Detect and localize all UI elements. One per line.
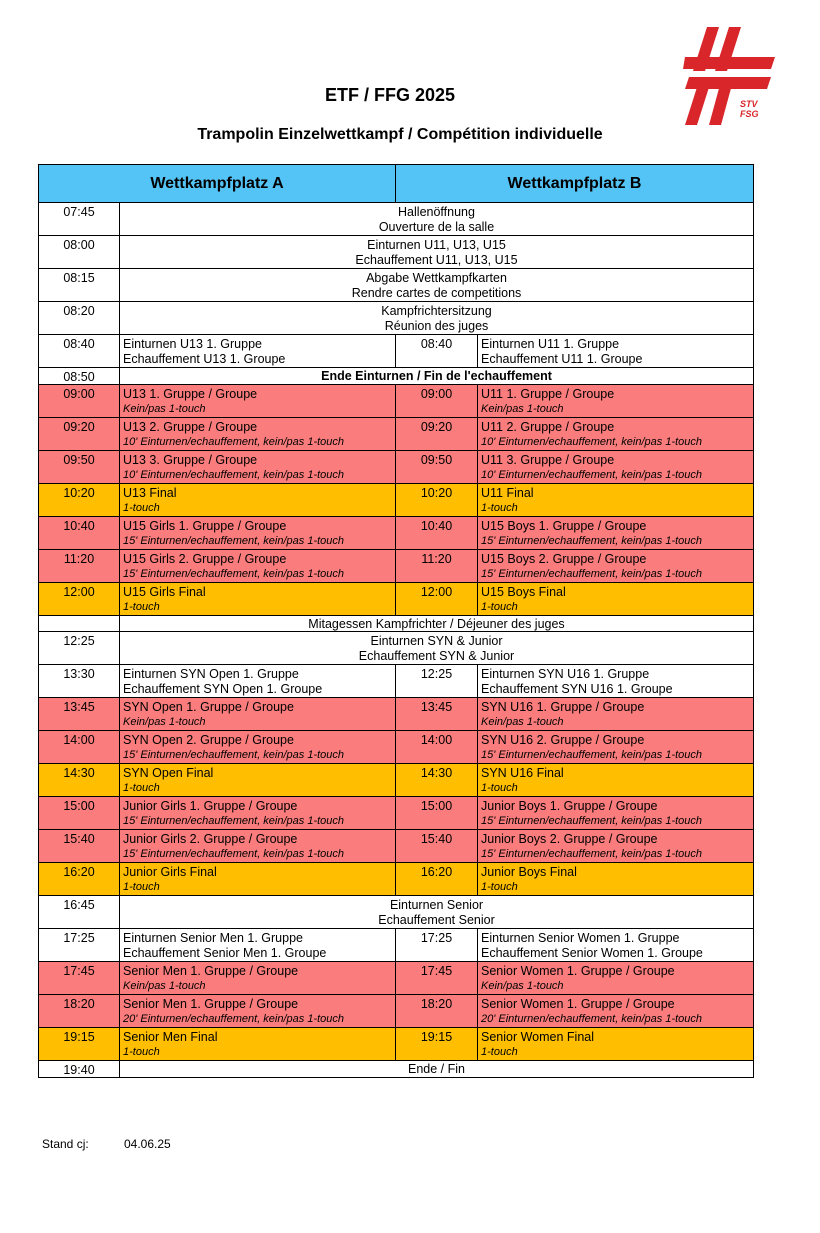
event-note-a: 1-touch bbox=[123, 502, 160, 514]
event-title-b: Junior Boys Final bbox=[481, 865, 577, 879]
schedule-table bbox=[38, 164, 754, 1078]
event-title-b: SYN U16 1. Gruppe / Groupe bbox=[481, 700, 645, 714]
event-title-b: Einturnen U11 1. Gruppe bbox=[481, 337, 620, 351]
event-title-b: Einturnen SYN U16 1. Gruppe bbox=[481, 667, 650, 681]
event-cell-b bbox=[478, 962, 754, 995]
schedule-row bbox=[39, 1028, 754, 1061]
schedule-row bbox=[39, 302, 754, 335]
event-note-a: 15' Einturnen/echauffement, kein/pas 1-touch bbox=[123, 568, 345, 580]
event-note-a: 10' Einturnen/echauffement, kein/pas 1-touch bbox=[123, 469, 345, 481]
event-note-a: 10' Einturnen/echauffement, kein/pas 1-touch bbox=[123, 436, 345, 448]
event-title-b: Senior Women 1. Gruppe / Groupe bbox=[481, 997, 675, 1011]
time-cell-a: 13:45 bbox=[39, 698, 120, 731]
schedule-row bbox=[39, 550, 754, 583]
event-title-a: Einturnen U13 1. Gruppe bbox=[123, 337, 262, 351]
event-subtitle: Echauffement U11, U13, U15 bbox=[355, 253, 518, 267]
event-title-a: Senior Men 1. Gruppe / Groupe bbox=[123, 964, 299, 978]
event-note-a: 1-touch bbox=[123, 782, 160, 794]
event-subtitle: Echauffement Senior bbox=[378, 913, 495, 927]
event-cell-b bbox=[478, 797, 754, 830]
schedule-row bbox=[39, 830, 754, 863]
page-title: ETF / FFG 2025 bbox=[324, 85, 456, 105]
event-cell-a bbox=[120, 550, 396, 583]
event-cell-a bbox=[120, 731, 396, 764]
event-cell-b bbox=[478, 665, 754, 698]
time-cell-b: 17:25 bbox=[396, 929, 478, 962]
time-cell-b: 09:20 bbox=[396, 418, 478, 451]
event-cell-b bbox=[478, 1028, 754, 1061]
schedule-row bbox=[39, 863, 754, 896]
event-cell-a bbox=[120, 385, 396, 418]
time-cell bbox=[39, 616, 120, 632]
event-cell-a bbox=[120, 698, 396, 731]
event-cell-full bbox=[120, 236, 754, 269]
event-cell-a bbox=[120, 665, 396, 698]
event-title-a: U13 Final bbox=[123, 486, 177, 500]
event-cell-full: Ende Einturnen / Fin de l'echauffement bbox=[120, 368, 754, 385]
stand-label: Stand cj: bbox=[42, 1137, 89, 1151]
event-note-b: 1-touch bbox=[481, 782, 518, 794]
event-cell-a bbox=[120, 962, 396, 995]
event-title-a: U15 Girls Final bbox=[123, 585, 206, 599]
schedule-row bbox=[39, 896, 754, 929]
time-cell-b: 12:00 bbox=[396, 583, 478, 616]
schedule-row bbox=[39, 616, 754, 632]
event-cell-b bbox=[478, 517, 754, 550]
event-note-b: 15' Einturnen/echauffement, kein/pas 1-touch bbox=[481, 535, 703, 547]
event-title: Einturnen Senior bbox=[389, 898, 484, 912]
time-cell-b: 13:45 bbox=[396, 698, 478, 731]
event-title: Einturnen SYN & Junior bbox=[370, 634, 503, 648]
time-cell-a: 12:00 bbox=[39, 583, 120, 616]
event-cell-full bbox=[120, 269, 754, 302]
schedule-row bbox=[39, 203, 754, 236]
schedule-row bbox=[39, 632, 754, 665]
event-note-a: Kein/pas 1-touch bbox=[123, 716, 206, 728]
schedule-row bbox=[39, 962, 754, 995]
event-title-b: Einturnen Senior Women 1. Gruppe bbox=[481, 931, 680, 945]
time-cell-b: 09:50 bbox=[396, 451, 478, 484]
event-cell-b bbox=[478, 335, 754, 368]
event-note-b: 15' Einturnen/echauffement, kein/pas 1-touch bbox=[481, 848, 703, 860]
time-cell-a: 15:40 bbox=[39, 830, 120, 863]
event-note-a: 15' Einturnen/echauffement, kein/pas 1-touch bbox=[123, 535, 345, 547]
event-cell-b bbox=[478, 385, 754, 418]
schedule-row bbox=[39, 517, 754, 550]
event-subtitle-b: Echauffement U11 1. Groupe bbox=[481, 352, 643, 366]
time-cell-a: 15:00 bbox=[39, 797, 120, 830]
time-cell-a: 09:50 bbox=[39, 451, 120, 484]
event-cell-a bbox=[120, 929, 396, 962]
event-title-a: Einturnen Senior Men 1. Gruppe bbox=[123, 931, 303, 945]
time-cell: 07:45 bbox=[39, 203, 120, 236]
event-title-a: Einturnen SYN Open 1. Gruppe bbox=[123, 667, 299, 681]
schedule-row bbox=[39, 484, 754, 517]
event-subtitle-a: Echauffement SYN Open 1. Groupe bbox=[123, 682, 323, 696]
time-cell-a: 17:45 bbox=[39, 962, 120, 995]
event-cell-full bbox=[120, 302, 754, 335]
schedule-row bbox=[39, 1061, 754, 1078]
event-note-a: Kein/pas 1-touch bbox=[123, 403, 206, 415]
time-cell-b: 15:00 bbox=[396, 797, 478, 830]
time-cell-a: 11:20 bbox=[39, 550, 120, 583]
event-title-a: Junior Girls Final bbox=[123, 865, 217, 879]
schedule-row bbox=[39, 665, 754, 698]
event-title-a: U15 Girls 2. Gruppe / Groupe bbox=[123, 552, 287, 566]
schedule-row bbox=[39, 451, 754, 484]
event-note-b: 15' Einturnen/echauffement, kein/pas 1-touch bbox=[481, 568, 703, 580]
event-note-b: 1-touch bbox=[481, 1046, 518, 1058]
time-cell-b: 18:20 bbox=[396, 995, 478, 1028]
event-note-b: 20' Einturnen/echauffement, kein/pas 1-touch bbox=[481, 1013, 703, 1025]
schedule-row bbox=[39, 385, 754, 418]
event-title-b: SYN U16 Final bbox=[481, 766, 564, 780]
schedule-row bbox=[39, 929, 754, 962]
schedule-row bbox=[39, 269, 754, 302]
schedule-row bbox=[39, 236, 754, 269]
event-cell-a bbox=[120, 451, 396, 484]
event-title-b: Senior Women 1. Gruppe / Groupe bbox=[481, 964, 675, 978]
event-note-b: Kein/pas 1-touch bbox=[481, 403, 564, 415]
event-note-a: 1-touch bbox=[123, 601, 160, 613]
event-cell-a bbox=[120, 830, 396, 863]
event-title-a: U13 2. Gruppe / Groupe bbox=[123, 420, 258, 434]
event-subtitle-b: Echauffement SYN U16 1. Groupe bbox=[481, 682, 673, 696]
event-subtitle: Ouverture de la salle bbox=[378, 220, 495, 234]
event-cell-a bbox=[120, 1028, 396, 1061]
schedule-row bbox=[39, 698, 754, 731]
page-subtitle: Trampolin Einzelwettkampf / Compétition individuelle bbox=[197, 126, 603, 143]
event-title-b: SYN U16 2. Gruppe / Groupe bbox=[481, 733, 645, 747]
event-cell-a bbox=[120, 995, 396, 1028]
stand-date: 04.06.25 bbox=[124, 1137, 171, 1151]
event-note-a: 1-touch bbox=[123, 1046, 160, 1058]
event-subtitle: Rendre cartes de competitions bbox=[351, 286, 522, 300]
time-cell-a: 18:20 bbox=[39, 995, 120, 1028]
time-cell-a: 08:40 bbox=[39, 335, 120, 368]
event-note-b: 1-touch bbox=[481, 881, 518, 893]
event-title-b: Senior Women Final bbox=[481, 1030, 595, 1044]
event-cell-a bbox=[120, 517, 396, 550]
event-cell-b bbox=[478, 731, 754, 764]
event-cell-a bbox=[120, 764, 396, 797]
event-note-b: 15' Einturnen/echauffement, kein/pas 1-touch bbox=[481, 815, 703, 827]
time-cell-a: 09:20 bbox=[39, 418, 120, 451]
time-cell-b: 12:25 bbox=[396, 665, 478, 698]
time-cell-b: 08:40 bbox=[396, 335, 478, 368]
event-title-b: U15 Boys 1. Gruppe / Groupe bbox=[481, 519, 647, 533]
event-note-a: Kein/pas 1-touch bbox=[123, 980, 206, 992]
event-note-a: 15' Einturnen/echauffement, kein/pas 1-touch bbox=[123, 815, 345, 827]
logo-text-stv: STV bbox=[740, 99, 758, 109]
time-cell-a: 10:40 bbox=[39, 517, 120, 550]
schedule-row bbox=[39, 764, 754, 797]
time-cell: 08:50 bbox=[39, 368, 120, 385]
schedule-row bbox=[39, 583, 754, 616]
event-cell-b bbox=[478, 583, 754, 616]
time-cell-b: 14:30 bbox=[396, 764, 478, 797]
time-cell-a: 19:15 bbox=[39, 1028, 120, 1061]
event-subtitle-a: Echauffement Senior Men 1. Groupe bbox=[123, 946, 327, 960]
event-note-b: 15' Einturnen/echauffement, kein/pas 1-touch bbox=[481, 749, 703, 761]
time-cell-a: 14:00 bbox=[39, 731, 120, 764]
time-cell: 08:20 bbox=[39, 302, 120, 335]
column-header-a: Wettkampfplatz A bbox=[39, 165, 396, 203]
time-cell-b: 14:00 bbox=[396, 731, 478, 764]
event-cell-b bbox=[478, 929, 754, 962]
schedule-row bbox=[39, 995, 754, 1028]
time-cell: 19:40 bbox=[39, 1061, 120, 1078]
logo-text-fsg: FSG bbox=[740, 109, 759, 119]
event-cell-full: Mitagessen Kampfrichter / Déjeuner des juges bbox=[120, 616, 754, 632]
event-note-b: Kein/pas 1-touch bbox=[481, 716, 564, 728]
event-title-b: Junior Boys 1. Gruppe / Groupe bbox=[481, 799, 658, 813]
time-cell-b: 19:15 bbox=[396, 1028, 478, 1061]
event-title-b: U11 3. Gruppe / Groupe bbox=[481, 453, 615, 467]
stv-fsg-logo-icon bbox=[683, 25, 775, 129]
event-cell-b bbox=[478, 995, 754, 1028]
event-title-a: U13 1. Gruppe / Groupe bbox=[123, 387, 258, 401]
logo-text bbox=[740, 99, 759, 119]
event-title-b: Junior Boys 2. Gruppe / Groupe bbox=[481, 832, 658, 846]
event-cell-full bbox=[120, 896, 754, 929]
event-title: Abgabe Wettkampfkarten bbox=[366, 271, 507, 285]
event-cell-b bbox=[478, 863, 754, 896]
event-cell-b bbox=[478, 484, 754, 517]
event-cell-full bbox=[120, 203, 754, 236]
event-cell-b bbox=[478, 451, 754, 484]
time-cell-b: 16:20 bbox=[396, 863, 478, 896]
event-cell-b bbox=[478, 830, 754, 863]
time-cell-b: 10:20 bbox=[396, 484, 478, 517]
event-cell-full bbox=[120, 632, 754, 665]
event-cell-a bbox=[120, 797, 396, 830]
time-cell: 16:45 bbox=[39, 896, 120, 929]
schedule-row bbox=[39, 335, 754, 368]
event-subtitle: Réunion des juges bbox=[384, 319, 489, 333]
schedule-row bbox=[39, 797, 754, 830]
event-note-b: Kein/pas 1-touch bbox=[481, 980, 564, 992]
event-cell-b bbox=[478, 764, 754, 797]
schedule-row bbox=[39, 368, 754, 385]
time-cell-b: 10:40 bbox=[396, 517, 478, 550]
event-note-a: 15' Einturnen/echauffement, kein/pas 1-touch bbox=[123, 749, 345, 761]
time-cell-b: 09:00 bbox=[396, 385, 478, 418]
event-title: Kampfrichtersitzung bbox=[381, 304, 492, 318]
event-title-b: U15 Boys Final bbox=[481, 585, 566, 599]
event-cell-b bbox=[478, 698, 754, 731]
event-cell-a bbox=[120, 484, 396, 517]
event-subtitle-a: Echauffement U13 1. Groupe bbox=[123, 352, 286, 366]
event-cell-a bbox=[120, 418, 396, 451]
time-cell-a: 14:30 bbox=[39, 764, 120, 797]
event-title-a: Junior Girls 2. Gruppe / Groupe bbox=[123, 832, 298, 846]
event-title-a: SYN Open 1. Gruppe / Groupe bbox=[123, 700, 294, 714]
event-title-a: Junior Girls 1. Gruppe / Groupe bbox=[123, 799, 298, 813]
event-title-b: U11 1. Gruppe / Groupe bbox=[481, 387, 615, 401]
event-note-a: 1-touch bbox=[123, 881, 160, 893]
event-cell-a bbox=[120, 583, 396, 616]
time-cell-b: 11:20 bbox=[396, 550, 478, 583]
column-header-b: Wettkampfplatz B bbox=[396, 165, 754, 203]
event-title-a: U13 3. Gruppe / Groupe bbox=[123, 453, 258, 467]
table-header-row bbox=[39, 165, 754, 203]
event-subtitle-b: Echauffement Senior Women 1. Groupe bbox=[481, 946, 703, 960]
event-cell-full: Ende / Fin bbox=[120, 1061, 754, 1078]
time-cell: 08:00 bbox=[39, 236, 120, 269]
time-cell-a: 09:00 bbox=[39, 385, 120, 418]
event-cell-b bbox=[478, 550, 754, 583]
time-cell-a: 13:30 bbox=[39, 665, 120, 698]
time-cell-b: 17:45 bbox=[396, 962, 478, 995]
event-title-a: Senior Men 1. Gruppe / Groupe bbox=[123, 997, 299, 1011]
event-title-a: SYN Open Final bbox=[123, 766, 214, 780]
event-title: Hallenöffnung bbox=[398, 205, 475, 219]
event-title-a: Senior Men Final bbox=[123, 1030, 218, 1044]
schedule-row bbox=[39, 418, 754, 451]
time-cell-a: 17:25 bbox=[39, 929, 120, 962]
event-cell-a bbox=[120, 863, 396, 896]
event-note-b: 10' Einturnen/echauffement, kein/pas 1-touch bbox=[481, 469, 703, 481]
event-title: Einturnen U11, U13, U15 bbox=[367, 238, 506, 252]
event-title-b: U11 Final bbox=[481, 486, 534, 500]
time-cell-b: 15:40 bbox=[396, 830, 478, 863]
event-subtitle: Echauffement SYN & Junior bbox=[358, 649, 515, 663]
event-note-b: 1-touch bbox=[481, 601, 518, 613]
schedule-row bbox=[39, 731, 754, 764]
event-cell-b bbox=[478, 418, 754, 451]
event-note-b: 10' Einturnen/echauffement, kein/pas 1-touch bbox=[481, 436, 703, 448]
time-cell: 08:15 bbox=[39, 269, 120, 302]
event-note-b: 1-touch bbox=[481, 502, 518, 514]
event-title-b: U15 Boys 2. Gruppe / Groupe bbox=[481, 552, 647, 566]
event-title-a: SYN Open 2. Gruppe / Groupe bbox=[123, 733, 294, 747]
event-title-a: U15 Girls 1. Gruppe / Groupe bbox=[123, 519, 287, 533]
event-note-a: 20' Einturnen/echauffement, kein/pas 1-touch bbox=[123, 1013, 345, 1025]
time-cell-a: 16:20 bbox=[39, 863, 120, 896]
event-note-a: 15' Einturnen/echauffement, kein/pas 1-touch bbox=[123, 848, 345, 860]
event-cell-a bbox=[120, 335, 396, 368]
time-cell-a: 10:20 bbox=[39, 484, 120, 517]
time-cell: 12:25 bbox=[39, 632, 120, 665]
event-title-b: U11 2. Gruppe / Groupe bbox=[481, 420, 615, 434]
